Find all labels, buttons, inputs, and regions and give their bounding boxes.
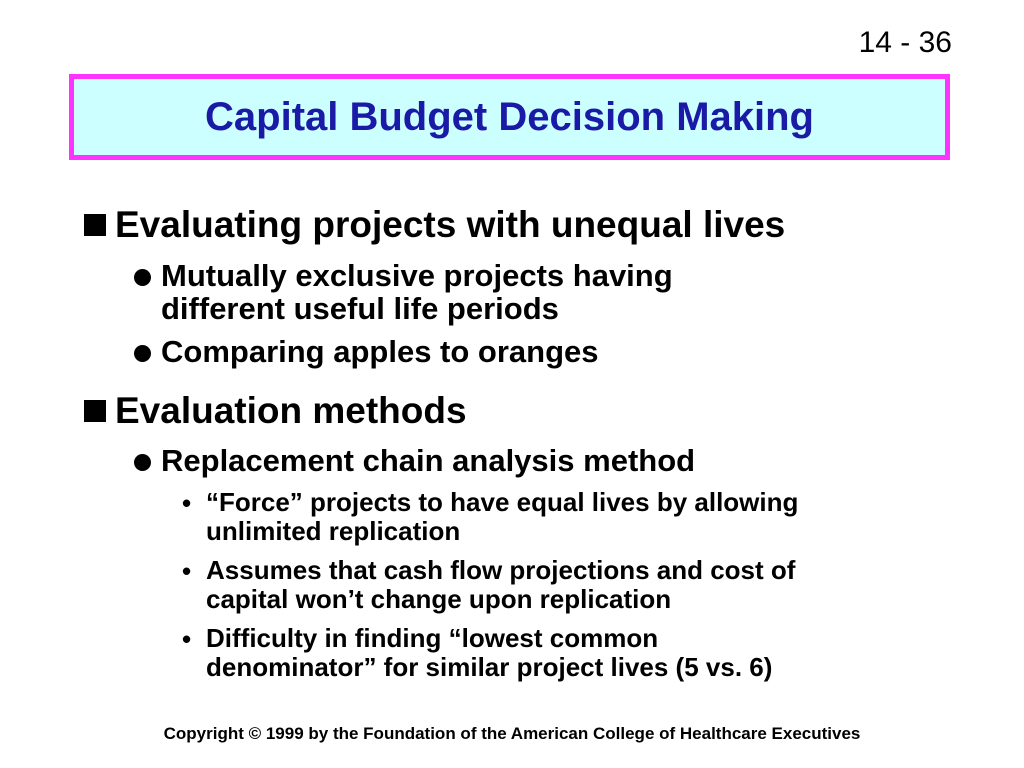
- bullet-level3-text: Difficulty in finding “lowest common: [206, 623, 659, 653]
- bullet-level3-text: Assumes that cash flow projections and cost of: [206, 555, 796, 585]
- bullet-level3-text: capital won’t change upon replication: [206, 584, 672, 614]
- bullet-level2-text: Mutually exclusive projects having: [161, 258, 673, 293]
- bullet-level2-text: different useful life periods: [161, 291, 559, 326]
- round-bullet-icon: [134, 345, 151, 362]
- bullet-level1-text: Evaluation methods: [115, 390, 467, 431]
- bullet-level2-text: Replacement chain analysis method: [161, 443, 696, 478]
- round-bullet-icon: [134, 454, 151, 471]
- square-bullet-icon: [84, 214, 106, 236]
- title-box: [69, 74, 950, 160]
- dot-bullet-icon: •: [182, 624, 192, 654]
- bullet-level1-text: Evaluating projects with unequal lives: [115, 204, 786, 245]
- dot-bullet-icon: •: [182, 556, 192, 586]
- dot-bullet-icon: •: [182, 488, 192, 518]
- square-bullet-icon: [84, 400, 106, 422]
- bullet-level2-text: Comparing apples to oranges: [161, 334, 599, 369]
- round-bullet-icon: [134, 269, 151, 286]
- copyright-footer: Copyright © 1999 by the Foundation of the American College of Healthcare Executives: [163, 724, 861, 743]
- bullet-level3-text: denominator” for similar project lives (5 vs. 6): [206, 652, 773, 682]
- slide-title: Capital Budget Decision Making: [205, 94, 814, 139]
- bullet-level3-text: unlimited replication: [206, 516, 461, 546]
- slide-number: 14 - 36: [858, 26, 952, 59]
- bullet-level3-text: “Force” projects to have equal lives by allowing: [206, 487, 799, 517]
